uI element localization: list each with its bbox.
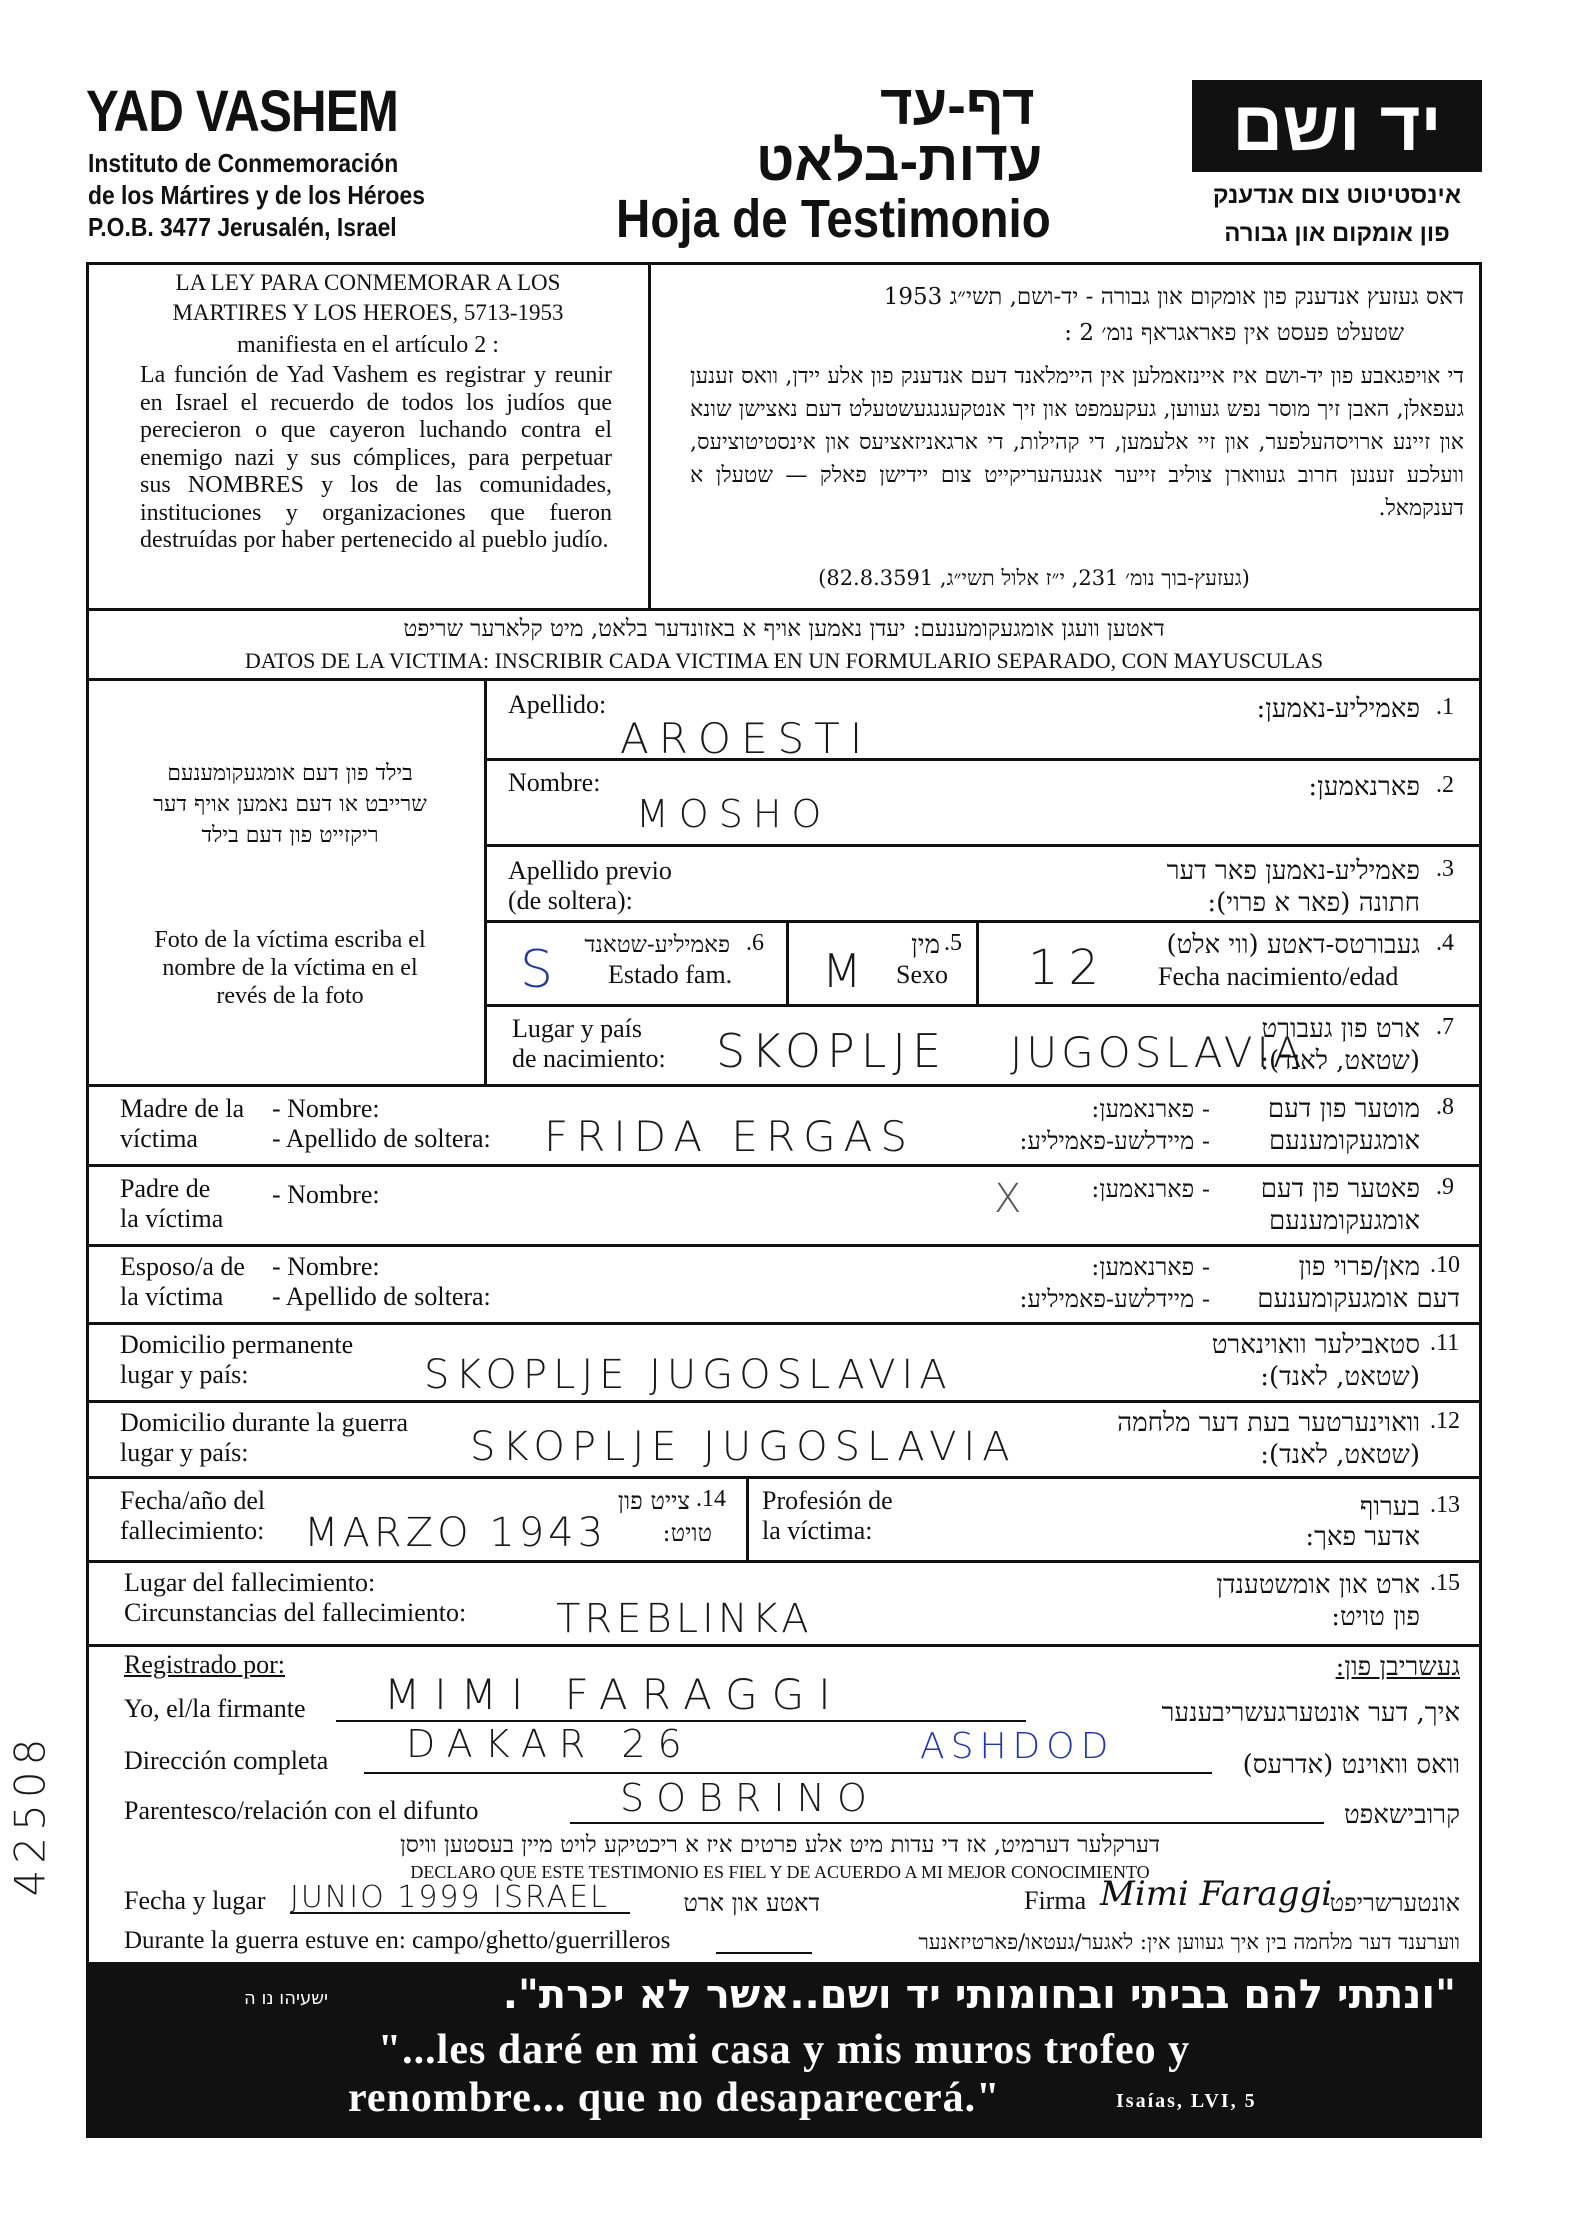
form-title: Hoja de Testimonio [616, 189, 1051, 249]
frame-line [1479, 262, 1482, 1962]
esposo-sub-1: - Nombre: [272, 1252, 380, 1281]
photo-box-yiddish: בילד פון דעם אומגעקומענעם שרייבט או דעם נאמען אויף דער ריקזייט פון דעם בילד [153, 761, 427, 848]
apellido-previo-heb-2: חתונה (פאר א פרוי): [1207, 888, 1420, 918]
fecha-nac-heb-label: געבורטס-דאטע (ווי אלט) [1166, 930, 1420, 960]
domicilio-label-1: Domicilio permanente [120, 1330, 354, 1359]
lugar-nac-label-2: de nacimiento: [512, 1044, 666, 1073]
fallecimiento-heb-2: טויט: [662, 1519, 712, 1547]
estado-label: Estado fam. [608, 960, 733, 989]
field-number: .10 [1430, 1252, 1460, 1278]
field-number: .6 [746, 930, 764, 956]
frame-line [86, 1560, 1482, 1563]
footer-hebrew-ref: ישעיהו נו ה [243, 1988, 329, 2009]
profesion-label-1: Profesión de [762, 1486, 893, 1515]
apellido-value[interactable]: AROESTI [620, 714, 873, 763]
fecha-lugar-heb: דאטע און ארט [683, 1889, 820, 1917]
frame-line [86, 1322, 1482, 1325]
registrado-heb: געשריבן פון: [1335, 1652, 1460, 1682]
law-title-1: LA LEY PARA CONMEMORAR A LOS [175, 270, 561, 295]
fallecimiento-label-2: fallecimiento: [120, 1516, 265, 1545]
yiddish-title-2: עדות-בלאט [756, 129, 1043, 192]
domicilio-guerra-value[interactable]: SKOPLJE JUGOSLAVIA [470, 1424, 1017, 1470]
field-number: .4 [1436, 930, 1454, 956]
apellido-previo-input[interactable] [780, 860, 980, 900]
esposo-hsub-1: - פארנאמען: [1091, 1253, 1210, 1281]
fallecimiento-value[interactable]: MARZO 1943 [304, 1510, 608, 1556]
frame-line [976, 920, 979, 1004]
lugar-fall-label-1: Lugar del fallecimiento: [124, 1568, 376, 1597]
nombre-label: Nombre: [508, 768, 601, 797]
declare-es: DECLARO QUE ESTE TESTIMONIO ES FIEL Y DE ACUERDO A MI MEJOR CONOCIMIENTO [410, 1862, 1150, 1882]
footer-hebrew: "ונתתי להם בביתי ובחומותי יד ושם..אשר לא יכרת". [502, 1972, 1456, 2018]
lugar-fall-heb-1: ארט און אומשטענדן [1216, 1570, 1420, 1600]
victim-header-spanish: DATOS DE LA VICTIMA: INSCRIBIR CADA VICTIMA EN UN FORMULARIO SEPARADO, CON MAYUSCULAS [244, 648, 1324, 673]
frame-line [484, 920, 1482, 923]
yiddish-title-1: דף-עד [880, 73, 1035, 136]
org-line-1: Instituto de Conmemoración [88, 148, 399, 178]
law-yiddish-2: שטעלט פעסט אין פאראגראף נומ׳ 2 : [1064, 320, 1404, 346]
domicilio-guerra-label-1: Domicilio durante la guerra [120, 1408, 409, 1437]
padre-label-1: Padre de [120, 1174, 211, 1203]
frame-line [86, 1400, 1482, 1403]
frame-line [86, 262, 1482, 265]
profesion-label-2: la víctima: [762, 1516, 873, 1545]
footer-spanish-1: "...les daré en mi casa y mis muros trofeo y [377, 2027, 1191, 2073]
victim-header-yiddish: דאטען וועגן אומגעקומענעם: יעדן נאמען אויף א באזונדער בלאט, מיט קלארער שריפט [403, 616, 1165, 642]
org-name: YAD VASHEM [86, 79, 399, 144]
frame-line [786, 920, 789, 1004]
padre-heb-2: אומגעקומענעם [1268, 1206, 1420, 1236]
nombre-value[interactable]: MOSHO [636, 792, 832, 836]
lugar-nac-city-value[interactable]: SKOPLJE [716, 1024, 948, 1078]
frame-line [86, 1644, 1482, 1647]
field-number: .14 [696, 1486, 726, 1512]
frame-line [86, 1084, 1482, 1087]
profesion-heb-1: בערוף [1359, 1492, 1420, 1522]
logo-hebrew-text: יד ושם [1232, 87, 1442, 165]
estado-heb-label: פאמיליע-שטאנד [584, 932, 730, 958]
madre-label-2: víctima [120, 1124, 198, 1153]
field-number: .7 [1436, 1014, 1454, 1040]
yo-label: Yo, el/la firmante [124, 1694, 306, 1723]
esposo-heb-1: מאן/פרוי פון [1298, 1252, 1420, 1282]
lugar-fall-value[interactable]: TREBLINKA [556, 1596, 813, 1642]
fill-line [364, 1772, 1212, 1774]
frame-line [86, 262, 89, 1962]
lugar-fall-label-2: Circunstancias del fallecimiento: [124, 1598, 467, 1627]
frame-line [484, 1004, 1482, 1007]
frame-line [86, 678, 1482, 681]
law-body: La función de Yad Vashem es registrar y reunir en Israel el recuerdo de todos los judíos que perecieron o que cayeron luchando contra el enemigo nazi y sus cómplices, para perpetuar sus NOMBRES y los de las comunidades, instituciones y organizaciones que fueron destruídas por haber pertenecido al pueblo judío. [140, 362, 612, 553]
apellido-previo-label-2: (de soltera): [508, 886, 633, 915]
yad-vashem-logo [1192, 80, 1482, 172]
fill-line [716, 1952, 812, 1954]
frame-line [484, 844, 1482, 847]
frame-line [648, 262, 651, 610]
frame-line [86, 608, 1482, 611]
estado-value[interactable]: S [520, 940, 564, 1000]
domicilio-value[interactable]: SKOPLJE JUGOSLAVIA [424, 1352, 953, 1398]
padre-label-2: la víctima [120, 1204, 224, 1233]
apellido-previo-heb-1: פאמיליע-נאמען פאר דער [1166, 856, 1420, 886]
declare-heb: דערקלער דערמיט, אז די עדות מיט אלע פרטים איז א ריכטיקע לויט מיין בעסטען וויסן [399, 1832, 1161, 1858]
photo-box-spanish: Foto de la víctima escriba el nombre de la víctima en el revés de la foto [154, 927, 426, 1009]
firma-label: Firma [1024, 1886, 1087, 1915]
padre-sub-1: - Nombre: [272, 1180, 380, 1209]
law-yiddish-ref: (געזעץ-בוך נומ׳ 231, י״ז אלול תשי״ג, 82.8.3591) [818, 566, 1250, 590]
firma-heb: אונטערשריפט [1329, 1889, 1460, 1917]
domicilio-heb-2: (שטאט, לאנד): [1260, 1362, 1420, 1392]
madre-label-1: Madre de la [120, 1094, 245, 1123]
lugar-fall-heb-2: פון טויט: [1331, 1602, 1420, 1632]
footer-spanish-2: renombre... que no desaparecerá." [348, 2075, 1001, 2121]
fecha-lugar-value[interactable]: JUNIO 1999 ISRAEL [290, 1880, 609, 1915]
direccion-label: Dirección completa [124, 1746, 329, 1775]
madre-heb-1: מוטער פון דעם [1267, 1094, 1420, 1124]
madre-heb-2: אומגעקומענעם [1268, 1126, 1420, 1156]
domicilio-guerra-label-2: lugar y país: [120, 1438, 249, 1467]
sexo-label: Sexo [896, 960, 948, 989]
madre-sub-1: - Nombre: [272, 1094, 380, 1123]
margin-number: 42508 [5, 1732, 55, 1897]
fallecimiento-label-1: Fecha/año del [120, 1486, 266, 1515]
madre-hsub-2: - מיידלשע-פאמיליע: [1019, 1127, 1210, 1155]
frame-line [86, 1164, 1482, 1167]
padre-value[interactable]: X [994, 1176, 1032, 1222]
guerra-heb: ווערענד דער מלחמה בין איך געווען אין: לאגער/געטאו/פארטיזאנער [918, 1930, 1460, 1954]
profesion-heb-2: אדער פאך: [1305, 1522, 1420, 1552]
fallecimiento-heb-1: צייט פון [617, 1487, 690, 1515]
law-yiddish-body: די אויפגאבע פון יד-ושם איז איינזאמלען אין היימלאנד דעם אנדענק פון אלע יידן, וואס זענען געפאלן, האבן זיך מוסר נפש געווען, געקעמפט און זיך אנטקעגנגעשטעלט דעם נאצישן שונא און זיינע ארויסהעלפער, און זיי אלעמען, די קהילות, די ארגאניזאציעס און אינסטיטוציעס, וועלכע זענען חרוב געווארן צוליב זייער אנגעהעריקייט צום יידישן פאלק — שטעלן א דענקמאל. [690, 364, 1464, 521]
lugar-nac-heb-1: ארט פון געבורט [1261, 1014, 1420, 1044]
domicilio-guerra-heb-2: (שטאט, לאנד): [1260, 1440, 1420, 1470]
esposo-sub-2: - Apellido de soltera: [272, 1282, 491, 1311]
esposo-hsub-2: - מיידלשע-פאמיליע: [1019, 1285, 1210, 1313]
org-line-2: de los Mártires y de los Héroes [88, 180, 425, 210]
fecha-nac-value[interactable]: 12 [1028, 940, 1110, 996]
fecha-nac-label: Fecha nacimiento/edad [1158, 962, 1399, 991]
lugar-nac-country-value[interactable]: JUGOSLAVIA [1010, 1028, 1306, 1077]
madre-sub-2: - Apellido de soltera: [272, 1124, 491, 1153]
firma-value[interactable]: Mimi Faraggi [1100, 1874, 1333, 1914]
direccion-value[interactable]: DAKAR 26 [406, 1722, 694, 1766]
registrado-label: Registrado por: [124, 1650, 286, 1679]
law-yiddish-1: דאס געזעץ אנדענק פון אומקום און גבורה - יד-ושם, תשי״ג 1953 [883, 284, 1464, 310]
frame-line [86, 1244, 1482, 1247]
field-number: .9 [1436, 1174, 1454, 1200]
esposo-heb-2: דעם אומגעקומענעם [1257, 1284, 1460, 1314]
frame-line [86, 1476, 1482, 1479]
org-line-3: P.O.B. 3477 Jerusalén, Israel [88, 212, 397, 242]
field-number: .1 [1436, 694, 1454, 720]
direccion-city[interactable]: ASHDOD [920, 1726, 1115, 1767]
domicilio-label-2: lugar y país: [120, 1360, 249, 1389]
madre-value[interactable]: FRIDA ERGAS [544, 1112, 916, 1161]
nombre-heb-label: פארנאמען: [1308, 772, 1420, 802]
footer-ref: Isaías, LVI, 5 [1116, 2090, 1257, 2112]
law-title-3: manifiesta en el artículo 2 : [237, 332, 499, 358]
field-number: .5 [944, 930, 962, 956]
sexo-heb-label: מין [911, 930, 940, 960]
guerra-label: Durante la guerra estuve en: campo/ghetto/guerrilleros [124, 1927, 671, 1954]
lugar-nac-label: Lugar y país [512, 1014, 642, 1043]
field-number: .13 [1430, 1492, 1460, 1518]
parentesco-value[interactable]: SOBRINO [620, 1776, 879, 1820]
esposo-label-2: la víctima [120, 1282, 224, 1311]
yo-value[interactable]: MIMI FARAGGI [384, 1670, 845, 1719]
field-number: .15 [1430, 1570, 1460, 1596]
parentesco-label: Parentesco/relación con el difunto [124, 1796, 479, 1825]
field-number: .2 [1436, 772, 1454, 798]
field-number: .11 [1430, 1330, 1460, 1356]
direccion-heb: וואס וואוינט (אדרעס) [1242, 1750, 1460, 1780]
frame-line [484, 678, 487, 1086]
apellido-previo-label: Apellido previo [508, 856, 672, 885]
lugar-nac-heb-2: (שטאט, לאנד): [1260, 1046, 1420, 1076]
footer-banner [86, 1962, 1482, 2138]
padre-hsub-1: - פארנאמען: [1091, 1175, 1210, 1203]
fecha-lugar-label: Fecha y lugar [124, 1886, 266, 1915]
field-number: .3 [1436, 856, 1454, 882]
apellido-label: Apellido: [508, 690, 607, 719]
field-number: .12 [1430, 1408, 1460, 1434]
sexo-value[interactable]: M [822, 944, 872, 998]
madre-hsub-1: - פארנאמען: [1091, 1095, 1210, 1123]
field-number: .8 [1436, 1094, 1454, 1120]
domicilio-heb-1: סטאבילער וואוינארט [1211, 1330, 1420, 1360]
logo-subtitle-2: פון אומקום און גבורה [1224, 220, 1450, 247]
law-title-2: MARTIRES Y LOS HEROES, 5713-1953 [172, 300, 564, 325]
padre-heb-1: פאטער פון דעם [1260, 1174, 1420, 1204]
frame-line [746, 1476, 749, 1560]
logo-subtitle-1: אינסטיטוט צום אנדענק [1212, 182, 1462, 209]
domicilio-guerra-heb-1: וואוינערטער בעת דער מלחמה [1117, 1408, 1420, 1438]
esposo-label-1: Esposo/a de [120, 1252, 245, 1281]
yo-heb: איך, דער אונטערגעשריבענער [1161, 1698, 1460, 1728]
fill-line [570, 1822, 1324, 1824]
apellido-heb-label: פאמיליע-נאמען: [1256, 694, 1420, 724]
parentesco-heb: קרובישאפט [1343, 1800, 1460, 1830]
